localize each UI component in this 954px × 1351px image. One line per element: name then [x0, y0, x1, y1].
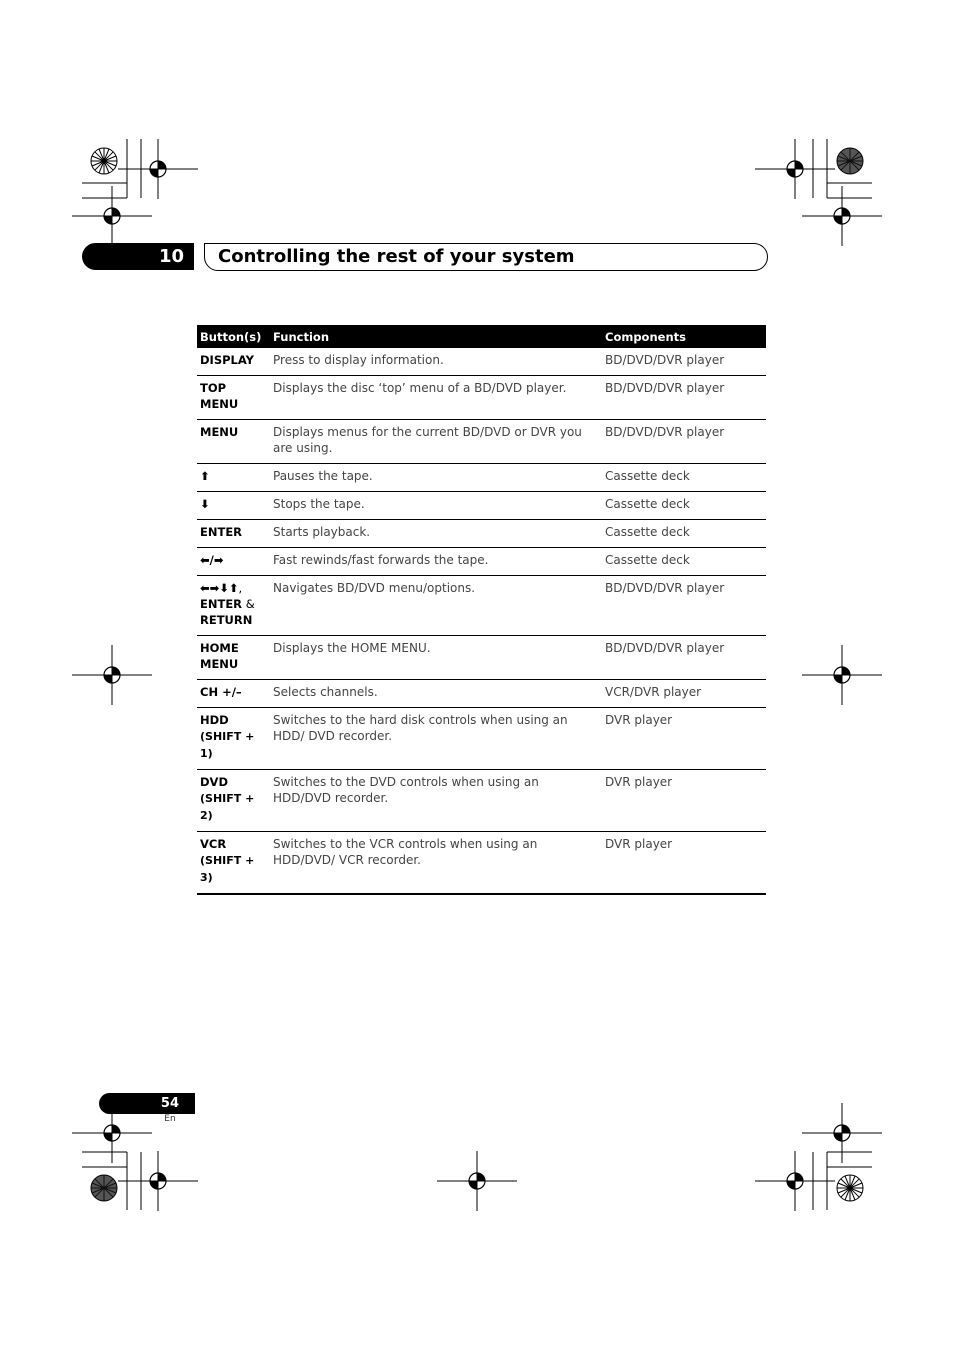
arrow-up-icon: ⬆ [197, 464, 270, 492]
button-cell: DISPLAY [197, 348, 270, 376]
function-cell: Selects channels. [270, 680, 602, 708]
table-row [197, 832, 766, 895]
button-cell [197, 770, 270, 832]
table-row [197, 376, 766, 420]
function-cell: Switches to the DVD controls when using an HDD/DVD recorder. [270, 770, 602, 832]
function-cell: Navigates BD/DVD menu/options. [270, 576, 602, 636]
arrow-left-right-icon: ⬅/➡ [197, 548, 270, 576]
page-language: En [164, 1114, 176, 1124]
button-label: VCR [200, 837, 227, 851]
components-cell: Cassette deck [602, 520, 766, 548]
table-row [197, 708, 766, 770]
function-cell: Starts playback. [270, 520, 602, 548]
components-cell: BD/DVD/DVR player [602, 376, 766, 420]
ampersand-text: & [242, 597, 255, 611]
button-label: DVD [200, 775, 228, 789]
components-cell: VCR/DVR player [602, 680, 766, 708]
table-row [197, 348, 766, 376]
components-cell: BD/DVD/DVR player [602, 576, 766, 636]
button-function-table [197, 325, 766, 895]
enter-key-label: ENTER [200, 597, 243, 611]
chapter-title: Controlling the rest of your system [218, 246, 575, 267]
components-cell: Cassette deck [602, 548, 766, 576]
table-row [197, 420, 766, 464]
function-cell: Stops the tape. [270, 492, 602, 520]
table-row [197, 636, 766, 680]
table-row [197, 520, 766, 548]
components-cell: BD/DVD/DVR player [602, 636, 766, 680]
components-cell: DVR player [602, 708, 766, 770]
button-cell [197, 832, 270, 895]
return-key-label: RETURN [200, 613, 253, 627]
button-label-line2: MENU [200, 657, 239, 671]
shift-combo-label: (SHIFT + 3) [200, 854, 255, 884]
function-cell: Switches to the VCR controls when using an HDD/DVD/ VCR recorder. [270, 832, 602, 895]
components-cell: BD/DVD/DVR player [602, 420, 766, 464]
page-number: 54 [160, 1096, 179, 1111]
table-header-row [197, 325, 766, 348]
function-cell: Displays the disc ‘top’ menu of a BD/DVD player. [270, 376, 602, 420]
function-cell: Displays the HOME MENU. [270, 636, 602, 680]
table-row [197, 770, 766, 832]
table-row [197, 464, 766, 492]
button-cell: TOP MENU [197, 376, 270, 420]
function-cell: Switches to the hard disk controls when using an HDD/ DVD recorder. [270, 708, 602, 770]
components-cell: Cassette deck [602, 492, 766, 520]
chapter-number: 10 [158, 246, 184, 267]
arrow-down-icon: ⬇ [197, 492, 270, 520]
button-cell [197, 708, 270, 770]
shift-combo-label: (SHIFT + 2) [200, 792, 255, 822]
table-row [197, 492, 766, 520]
button-label: HOME [200, 641, 239, 655]
column-header-buttons: Button(s) [197, 325, 270, 348]
button-cell [197, 576, 270, 636]
button-cell [197, 636, 270, 680]
button-label: HDD [200, 713, 229, 727]
components-cell: BD/DVD/DVR player [602, 348, 766, 376]
function-cell: Pauses the tape. [270, 464, 602, 492]
function-cell: Fast rewinds/fast forwards the tape. [270, 548, 602, 576]
function-cell: Press to display information. [270, 348, 602, 376]
column-header-components: Components [602, 325, 766, 348]
table-row [197, 548, 766, 576]
column-header-function: Function [270, 325, 602, 348]
table-row [197, 576, 766, 636]
separator-text: , [238, 581, 243, 595]
button-cell: CH +/– [197, 680, 270, 708]
function-cell: Displays menus for the current BD/DVD or DVR you are using. [270, 420, 602, 464]
button-cell: ENTER [197, 520, 270, 548]
table-row [197, 680, 766, 708]
components-cell: DVR player [602, 770, 766, 832]
components-cell: DVR player [602, 832, 766, 895]
components-cell: Cassette deck [602, 464, 766, 492]
button-cell: MENU [197, 420, 270, 464]
shift-combo-label: (SHIFT + 1) [200, 730, 255, 760]
arrow-keys-icon: ⬅➡⬇⬆ [200, 581, 239, 595]
